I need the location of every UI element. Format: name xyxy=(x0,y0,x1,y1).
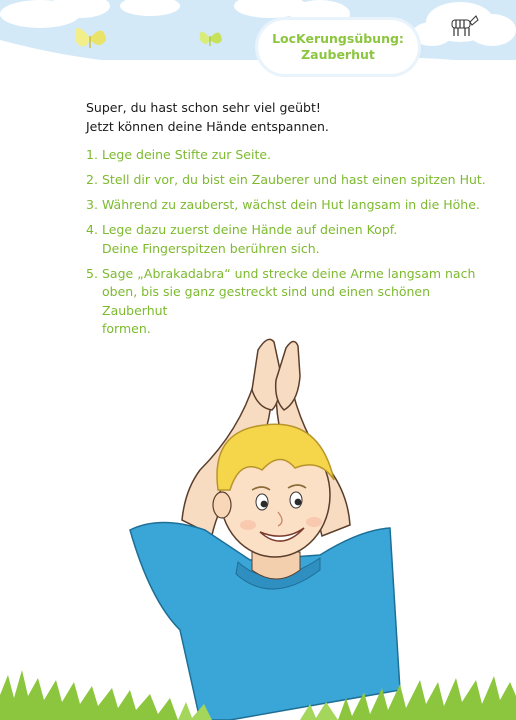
step-line: oben, bis sie ganz gestreckt sind und einen schönen Zauberhut xyxy=(102,284,431,318)
step-text xyxy=(102,196,486,215)
step-item xyxy=(86,221,486,258)
step-item xyxy=(86,171,486,190)
step-line: Lege deine Stifte zur Seite. xyxy=(102,147,272,162)
step-number: 1. xyxy=(86,147,98,162)
step-text xyxy=(102,265,486,339)
steps-list xyxy=(86,146,486,345)
step-text xyxy=(102,171,486,190)
step-line: Während zu zauberst, wächst dein Hut langsam in die Höhe. xyxy=(102,197,480,212)
intro-line: Jetzt können deine Hände entspannen. xyxy=(86,119,329,134)
title-badge xyxy=(258,20,418,74)
ear xyxy=(213,492,231,518)
step-number: 2. xyxy=(86,172,98,187)
cheek xyxy=(306,517,322,527)
step-item xyxy=(86,146,486,165)
step-line: Lege dazu zuerst deine Hände auf deinen Kopf. xyxy=(102,222,398,237)
step-line: Sage „Abrakadabra“ und strecke deine Arme langsam nach xyxy=(102,265,476,281)
step-item xyxy=(86,265,486,339)
step-line: Stell dir vor, du bist ein Zauberer und hast einen spitzen Hut. xyxy=(102,172,486,187)
step-text xyxy=(102,146,486,165)
step-text xyxy=(102,221,486,258)
step-line: formen. xyxy=(102,321,151,336)
step-item xyxy=(86,196,486,215)
hands xyxy=(252,339,300,410)
step-number: 3. xyxy=(86,197,98,212)
intro-line: Super, du hast schon sehr viel geübt! xyxy=(86,100,321,115)
title-line-2: Zauberhut xyxy=(301,47,375,62)
intro-text xyxy=(86,98,486,136)
step-number: 4. xyxy=(86,222,98,237)
cheek xyxy=(240,520,256,530)
boy-illustration xyxy=(0,330,516,720)
step-line: Deine Fingerspitzen berühren sich. xyxy=(102,240,320,256)
title-line-1: LocKerungsübung: xyxy=(272,31,404,46)
step-number: 5. xyxy=(86,265,98,281)
